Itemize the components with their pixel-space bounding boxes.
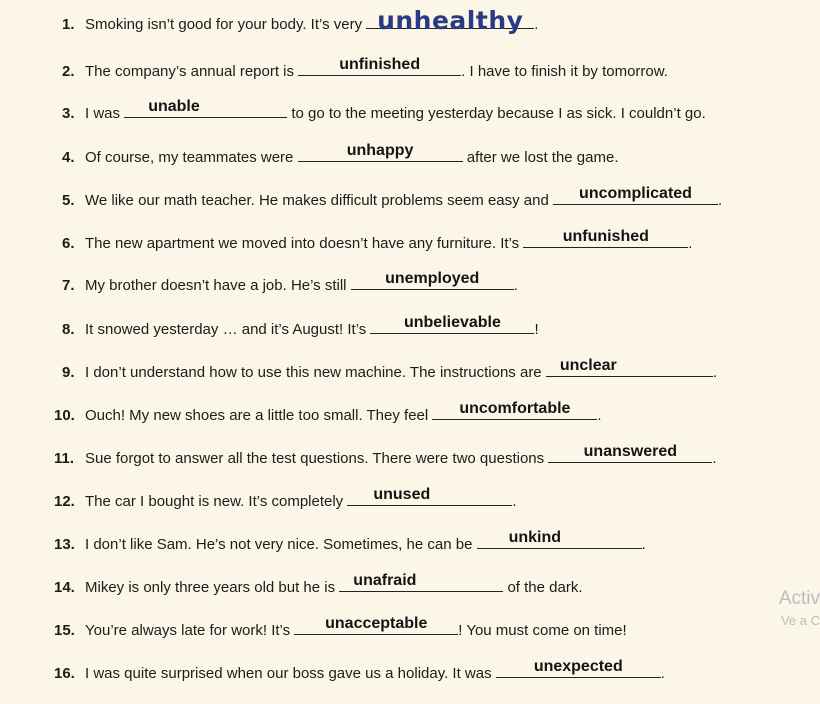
answer-blank[interactable] xyxy=(339,573,503,592)
question-13 xyxy=(54,530,646,555)
question-9 xyxy=(62,358,717,383)
question-4 xyxy=(62,143,619,168)
question-number: 14. xyxy=(54,579,75,596)
question-text: I was quite surprised when our boss gave us a holiday. It was xyxy=(85,665,496,682)
question-16 xyxy=(54,659,665,684)
answer-blank[interactable] xyxy=(548,444,712,463)
question-text-end: ! xyxy=(534,321,539,338)
answer-text: unfinished xyxy=(339,56,421,73)
question-number: 3. xyxy=(62,105,75,122)
activation-watermark-subtitle: Ve a C xyxy=(780,613,820,628)
answer-blank[interactable] xyxy=(523,229,688,248)
question-text: I don’t like Sam. He’s not very nice. Sometimes, he can be xyxy=(85,536,477,553)
question-text-end: to go to the meeting yesterday because I as sick. I couldn’t go. xyxy=(287,105,706,122)
question-15 xyxy=(54,616,627,641)
question-text: I was xyxy=(85,105,125,122)
question-text: Smoking isn’t good for your body. It’s very xyxy=(85,16,367,33)
question-text-end: . xyxy=(718,192,723,209)
answer-blank[interactable] xyxy=(351,271,514,290)
question-12 xyxy=(54,487,517,512)
question-6 xyxy=(62,229,692,254)
answer-blank[interactable] xyxy=(347,487,512,506)
answer-text: unfunished xyxy=(562,228,649,245)
question-text: The new apartment we moved into doesn’t have any furniture. It’s xyxy=(85,235,524,252)
question-14 xyxy=(54,573,583,598)
question-text: Ouch! My new shoes are a little too small. They feel xyxy=(85,407,433,424)
question-text-end: . xyxy=(712,364,717,381)
answer-blank[interactable] xyxy=(294,616,458,635)
answer-text: unexpected xyxy=(533,658,623,675)
answer-text: unable xyxy=(148,98,200,115)
question-text-end: . xyxy=(712,450,717,467)
question-text: I don’t understand how to use this new machine. The instructions are xyxy=(85,364,546,381)
question-number: 1. xyxy=(62,16,75,33)
question-number: 12. xyxy=(54,493,75,510)
answer-text: unclear xyxy=(559,357,617,374)
question-text: It snowed yesterday … and it’s August! It’s xyxy=(85,321,371,338)
answer-text: uncomfortable xyxy=(459,400,571,417)
question-text-end: . xyxy=(513,277,518,294)
question-text-end: . xyxy=(688,235,693,252)
answer-blank[interactable] xyxy=(432,401,597,420)
question-text-end: . xyxy=(597,407,602,424)
question-number: 11. xyxy=(54,450,75,467)
question-number: 4. xyxy=(62,149,75,166)
question-2 xyxy=(62,57,668,82)
question-text-end: ! You must come on time! xyxy=(458,622,627,639)
answer-blank[interactable] xyxy=(298,143,463,162)
question-text-end: . xyxy=(512,493,517,510)
answer-blank[interactable] xyxy=(553,186,718,205)
question-11 xyxy=(54,444,717,469)
answer-blank[interactable] xyxy=(546,358,713,377)
question-text: Of course, my teammates were xyxy=(85,149,298,166)
question-10 xyxy=(54,401,602,426)
question-text: We like our math teacher. He makes difficult problems seem easy and xyxy=(85,192,553,209)
question-number: 10. xyxy=(54,407,75,424)
question-text-end: of the dark. xyxy=(503,579,583,596)
question-3 xyxy=(62,99,706,124)
answer-text: uncomplicated xyxy=(579,185,692,202)
answer-text: unanswered xyxy=(583,443,677,460)
question-text: The car I bought is new. It’s completely xyxy=(85,493,348,510)
answer-text: unkind xyxy=(508,529,562,546)
answer-text: unhealthy xyxy=(377,6,524,35)
question-text: You’re always late for work! It’s xyxy=(85,622,295,639)
answer-blank[interactable] xyxy=(124,99,287,118)
question-number: 5. xyxy=(62,192,75,209)
question-number: 9. xyxy=(62,364,75,381)
activation-watermark-title: Activ xyxy=(778,588,820,609)
answer-text: unemployed xyxy=(385,270,480,287)
question-8 xyxy=(62,315,539,340)
question-text-end: . xyxy=(641,536,646,553)
question-number: 7. xyxy=(62,277,75,294)
answer-blank[interactable] xyxy=(366,6,534,35)
answer-text: unbelievable xyxy=(403,314,501,331)
question-text: My brother doesn’t have a job. He’s still xyxy=(85,277,351,294)
answer-blank[interactable] xyxy=(477,530,642,549)
question-text-end: . I have to finish it by tomorrow. xyxy=(461,63,668,80)
answer-blank[interactable] xyxy=(298,57,461,76)
question-text-end: . xyxy=(534,16,539,33)
question-number: 13. xyxy=(54,536,75,553)
question-text: The company’s annual report is xyxy=(85,63,299,80)
answer-blank[interactable] xyxy=(370,315,534,334)
question-number: 15. xyxy=(54,622,75,639)
answer-text: unacceptable xyxy=(325,615,428,632)
question-text-end: . xyxy=(660,665,665,682)
answer-text: unused xyxy=(373,486,431,503)
question-number: 8. xyxy=(62,321,75,338)
answer-text: unhappy xyxy=(346,142,414,159)
question-text: Sue forgot to answer all the test questions. There were two questions xyxy=(85,450,549,467)
question-number: 16. xyxy=(54,665,75,682)
question-text-end: after we lost the game. xyxy=(462,149,619,166)
question-7 xyxy=(62,271,518,296)
question-1 xyxy=(62,6,539,35)
question-5 xyxy=(62,186,722,211)
question-number: 2. xyxy=(62,63,75,80)
answer-text: unafraid xyxy=(353,572,417,589)
answer-blank[interactable] xyxy=(496,659,661,678)
question-number: 6. xyxy=(62,235,75,252)
question-text: Mikey is only three years old but he is xyxy=(85,579,340,596)
